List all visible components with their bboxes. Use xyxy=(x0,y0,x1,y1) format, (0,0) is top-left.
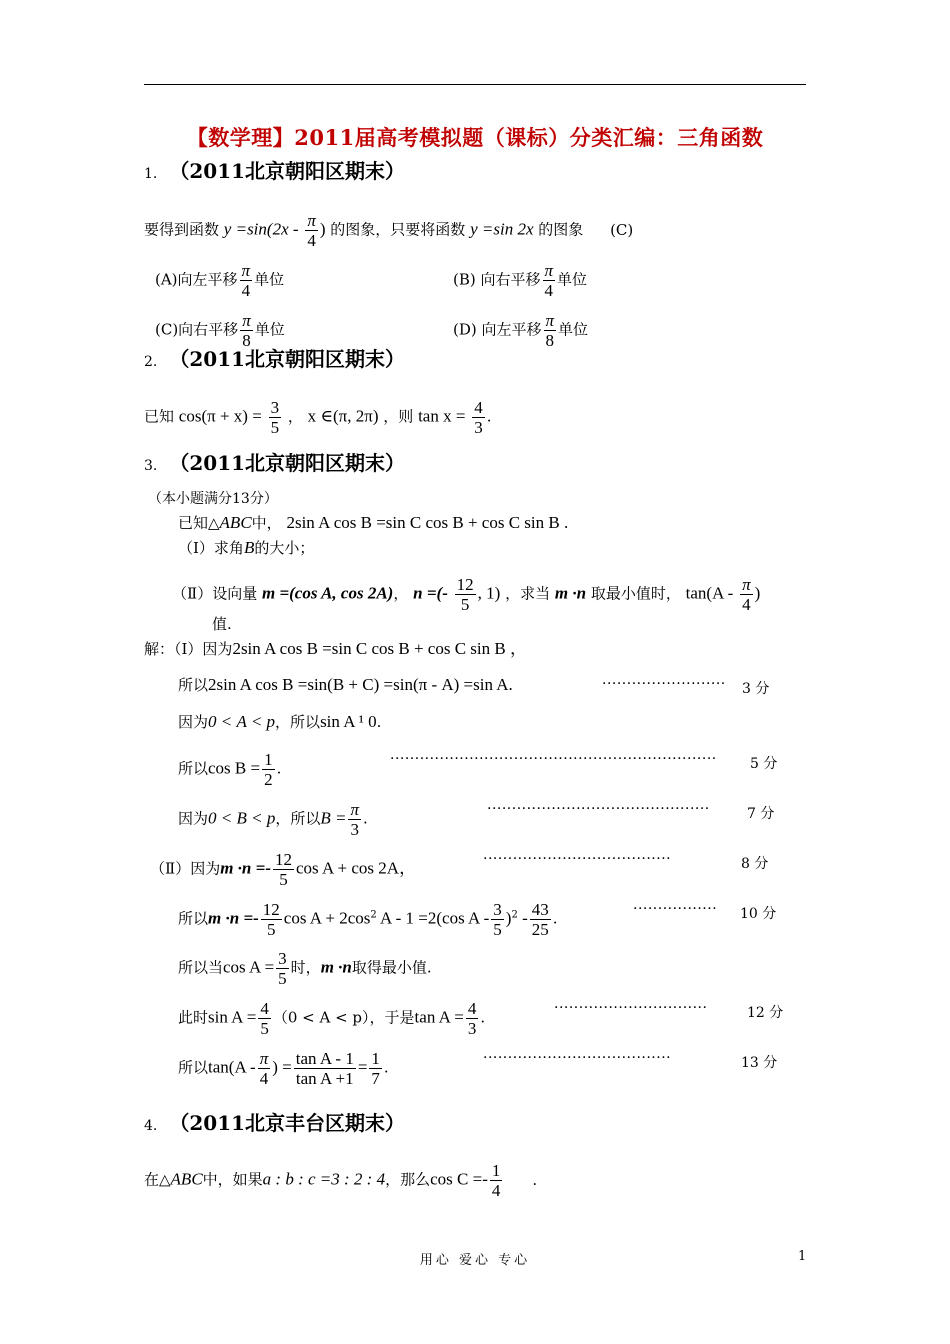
text: 时， xyxy=(290,958,321,977)
q3-solution-line-6 xyxy=(150,850,416,889)
q3-solution-line-3 xyxy=(178,712,381,732)
math: tan x = xyxy=(418,406,466,426)
fraction: $\frac{\pi}{3}$ xyxy=(350,800,359,839)
fraction: $\frac{\pi}{4}$ xyxy=(241,261,251,300)
option-label: (D) 向左平移 xyxy=(453,320,542,339)
text: ， xyxy=(393,584,409,603)
q1-stem-text-2: 的图象，只要将函数 xyxy=(330,220,466,239)
leader-dots: ······························· xyxy=(554,1000,708,1016)
q4-heading xyxy=(144,1113,405,1136)
leader-dots: ························· xyxy=(602,676,726,692)
text: . xyxy=(486,407,492,426)
q3-solution-line-2 xyxy=(178,675,513,695)
text: （0 < A < p），于是 xyxy=(272,1008,415,1027)
leader-dots: ················· xyxy=(633,901,718,917)
q3-given xyxy=(178,513,568,533)
text: 已知△ xyxy=(178,514,220,532)
math: m ·n =- xyxy=(220,858,271,878)
math: 0 < A < p xyxy=(208,712,276,731)
header-rule xyxy=(144,84,806,85)
text: 此时 xyxy=(178,1008,209,1027)
math: , 1) xyxy=(477,583,501,603)
math: sin A ¹ 0 xyxy=(320,712,377,731)
text: 取得最小值. xyxy=(351,958,432,977)
q3-solution-line-10: 所以tan(A - $\frac{\pi}{4}$ ) = $\frac{\text{tan A - 1}}{\text{tan A +1}}$ = $\frac{1}{7}$ . xyxy=(178,1049,389,1088)
text: ，则 xyxy=(383,407,414,426)
math: ) xyxy=(505,908,512,928)
text: 所以当 xyxy=(178,958,224,977)
q1-option-d xyxy=(453,311,588,350)
math: cos A + 2cos xyxy=(283,908,371,928)
q1-function-2: y =sin 2x xyxy=(470,219,534,239)
math: x ∈(π, 2π) xyxy=(307,406,379,426)
superscript: 2 xyxy=(370,909,377,921)
leader-dots: ······································ xyxy=(483,851,672,867)
fraction: $\frac{1}{7}$ xyxy=(371,1049,380,1088)
option-unit: 单位 xyxy=(558,320,589,339)
math: cos B = xyxy=(208,758,261,778)
text: 中， xyxy=(251,514,282,532)
math: n =(- xyxy=(413,583,448,603)
option-label: (C)向右平移 xyxy=(155,320,239,339)
q1-heading xyxy=(144,161,405,184)
q2-heading xyxy=(144,349,405,372)
q3-solution-line-1 xyxy=(144,639,527,659)
math: m ·n =- xyxy=(208,908,259,928)
fraction: $\frac{\pi}{4}$ xyxy=(259,1049,269,1088)
text: 所以 xyxy=(178,1058,209,1077)
q2-number: 2. xyxy=(144,354,158,370)
math: tan(A - xyxy=(208,1057,256,1077)
q3-heading xyxy=(144,453,405,476)
math: sin A = xyxy=(208,1007,257,1027)
q3-score-note: （本小题满分13分） xyxy=(148,491,278,507)
q2-stem xyxy=(144,398,491,437)
fraction: $\frac{\pi}{4}$ xyxy=(544,261,554,300)
math: m ·n xyxy=(320,957,352,977)
score-3: 3 分 xyxy=(742,681,770,697)
q3-part-2-end: 值. xyxy=(212,615,232,633)
fraction: $\frac{3}{5}$ xyxy=(493,900,502,939)
leader-dots: ······································ xyxy=(483,1050,672,1066)
fraction: $\frac{\pi}{8}$ xyxy=(545,311,555,350)
text: （Ⅱ）因为 xyxy=(150,859,221,878)
q4-source: （2011北京丰台区期末） xyxy=(169,1111,406,1135)
math: a : b : c =3 : 2 : 4 xyxy=(262,1169,386,1189)
math: ABC xyxy=(170,1169,203,1189)
q1-stem-text-3: 的图象 xyxy=(538,220,584,239)
text: 所以 xyxy=(178,759,209,778)
score-13: 13 分 xyxy=(741,1055,778,1071)
score-8: 8 分 xyxy=(741,856,769,872)
text: ，所以 xyxy=(275,809,321,828)
option-unit: 单位 xyxy=(557,270,588,289)
math: ) xyxy=(754,583,761,603)
q3-number: 3. xyxy=(144,458,158,474)
fraction: $\frac{\pi}{4}$ xyxy=(307,211,316,250)
option-label: (A)向左平移 xyxy=(155,270,238,289)
math: B xyxy=(243,538,255,557)
q4-stem: 在△ABC中，如果a : b : c =3 : 2 : 4，那么cos C =- $\frac{1}{4}$ . xyxy=(144,1161,538,1200)
q1-option-b xyxy=(453,261,587,300)
math: m ·n xyxy=(554,583,587,603)
page-footer: 用心 爱心 专心 xyxy=(419,1253,531,1268)
math: 0 < B < p xyxy=(208,808,276,828)
score-10: 10 分 xyxy=(740,906,777,922)
q1-option-a xyxy=(155,261,284,300)
q3-solution-line-5: 因为0 < B < p，所以B = $\frac{\pi}{3}$ . xyxy=(178,800,368,839)
q1-function: y =sin(2x - xyxy=(223,219,299,239)
fraction: $\frac{12}{5}$ xyxy=(262,900,280,939)
option-unit: 单位 xyxy=(254,320,285,339)
text: 因为 xyxy=(178,713,209,731)
text: ， xyxy=(287,407,303,426)
page-number: 1 xyxy=(798,1249,807,1264)
q1-option-c xyxy=(155,311,285,350)
q4-number: 4. xyxy=(144,1118,158,1134)
math: 2sin A cos B =sin C cos B + cos C sin B ， xyxy=(232,639,527,658)
q1-stem xyxy=(144,211,633,250)
score-7: 7 分 xyxy=(747,806,775,822)
paren: ) xyxy=(319,219,326,239)
q1-source: （2011北京朝阳区期末） xyxy=(169,159,406,183)
q3-part-1 xyxy=(178,538,314,558)
math: m =(cos A, cos 2A) xyxy=(261,583,394,603)
q3-solution-line-7: 所以m ·n =- $\frac{12}{5}$ $\cos A + 2\cos^2$ A - 1 =2(cos A - $\frac{3}{5}$ )$^2$ - $\frac{43}{25}$ . xyxy=(178,900,558,939)
math: cos A = xyxy=(223,957,275,977)
math: cos A + cos 2A， xyxy=(295,858,417,878)
q1-number: 1. xyxy=(144,166,158,182)
fraction: $\frac{1}{4}$ xyxy=(491,1161,501,1200)
text: 的大小； xyxy=(254,539,315,557)
q3-solution-line-8 xyxy=(178,949,432,988)
fraction: $\frac{3}{5}$ xyxy=(278,949,287,988)
score-5: 5 分 xyxy=(750,756,778,772)
math: A - 1 =2(cos A - xyxy=(376,908,490,928)
text: . xyxy=(376,713,382,731)
fraction: $\frac{4}{3}$ xyxy=(474,398,483,437)
text: 因为 xyxy=(178,809,209,828)
leader-dots: ·································································· xyxy=(390,751,717,767)
text: ，所以 xyxy=(275,713,321,731)
q3-part-2 xyxy=(172,575,760,614)
math: tan(A - xyxy=(685,583,734,603)
q3-source: （2011北京朝阳区期末） xyxy=(169,451,406,475)
fraction: $\frac{4}{3}$ xyxy=(467,999,477,1038)
text: 解：（Ⅰ）因为 xyxy=(144,640,233,658)
fraction: $\frac{1}{2}$ xyxy=(264,750,273,789)
fraction: $\frac{12}{5}$ xyxy=(456,575,474,614)
fraction: $\frac{4}{5}$ xyxy=(260,999,269,1038)
q1-stem-text: 要得到函数 xyxy=(144,220,220,239)
superscript: 2 xyxy=(511,909,518,921)
q2-source: （2011北京朝阳区期末） xyxy=(169,347,406,371)
math: 2sin A cos B =sin(B + C) =sin(π - A) =sin A. xyxy=(208,675,513,694)
q1-answer: (C) xyxy=(610,220,634,239)
fraction: $\frac{\pi}{8}$ xyxy=(242,311,251,350)
score-12: 12 分 xyxy=(747,1005,784,1021)
text: 已知 xyxy=(144,407,175,426)
math: ) = xyxy=(272,1057,292,1077)
fraction: $\frac{12}{5}$ xyxy=(274,850,292,889)
math: = xyxy=(357,1057,368,1077)
math: - xyxy=(517,908,528,928)
text: 所以 xyxy=(178,909,209,928)
fraction: $\frac{43}{25}$ xyxy=(531,900,549,939)
fraction: $\frac{\text{tan A - 1}}{\text{tan A +1}}$ xyxy=(295,1049,354,1088)
text: 所以 xyxy=(178,676,209,694)
text: ，求当 xyxy=(505,584,551,603)
q3-solution-line-9: 此时sin A = $\frac{4}{5}$ （0 < A < p），于是tan A = $\frac{4}{3}$ . xyxy=(178,999,486,1038)
text: （Ⅱ）设向量 xyxy=(172,584,258,603)
math: cos(π + x) = xyxy=(178,406,262,426)
option-label: (B) 向右平移 xyxy=(453,270,541,289)
fraction: $\frac{\pi}{4}$ xyxy=(742,575,751,614)
text: 取最小值时， xyxy=(590,584,681,603)
math: tan A = xyxy=(414,1007,464,1027)
math: ABC xyxy=(219,513,252,532)
text: 中，如果 xyxy=(202,1170,263,1189)
leader-dots: ············································· xyxy=(487,801,710,817)
text: ，那么 xyxy=(385,1170,431,1189)
option-unit: 单位 xyxy=(254,270,285,289)
math: cos C =- xyxy=(430,1169,488,1189)
page-title: 【数学理】2011届高考模拟题（课标）分类汇编：三角函数 xyxy=(186,125,764,150)
fraction: $\frac{3}{5}$ xyxy=(270,398,280,437)
math: 2sin A cos B =sin C cos B + cos C sin B . xyxy=(286,513,569,532)
math: B = xyxy=(320,808,347,828)
q3-solution-line-4: 所以cos B = $\frac{1}{2}$ . xyxy=(178,750,282,789)
text: 在△ xyxy=(144,1170,171,1189)
text: （Ⅰ）求角 xyxy=(178,539,244,557)
